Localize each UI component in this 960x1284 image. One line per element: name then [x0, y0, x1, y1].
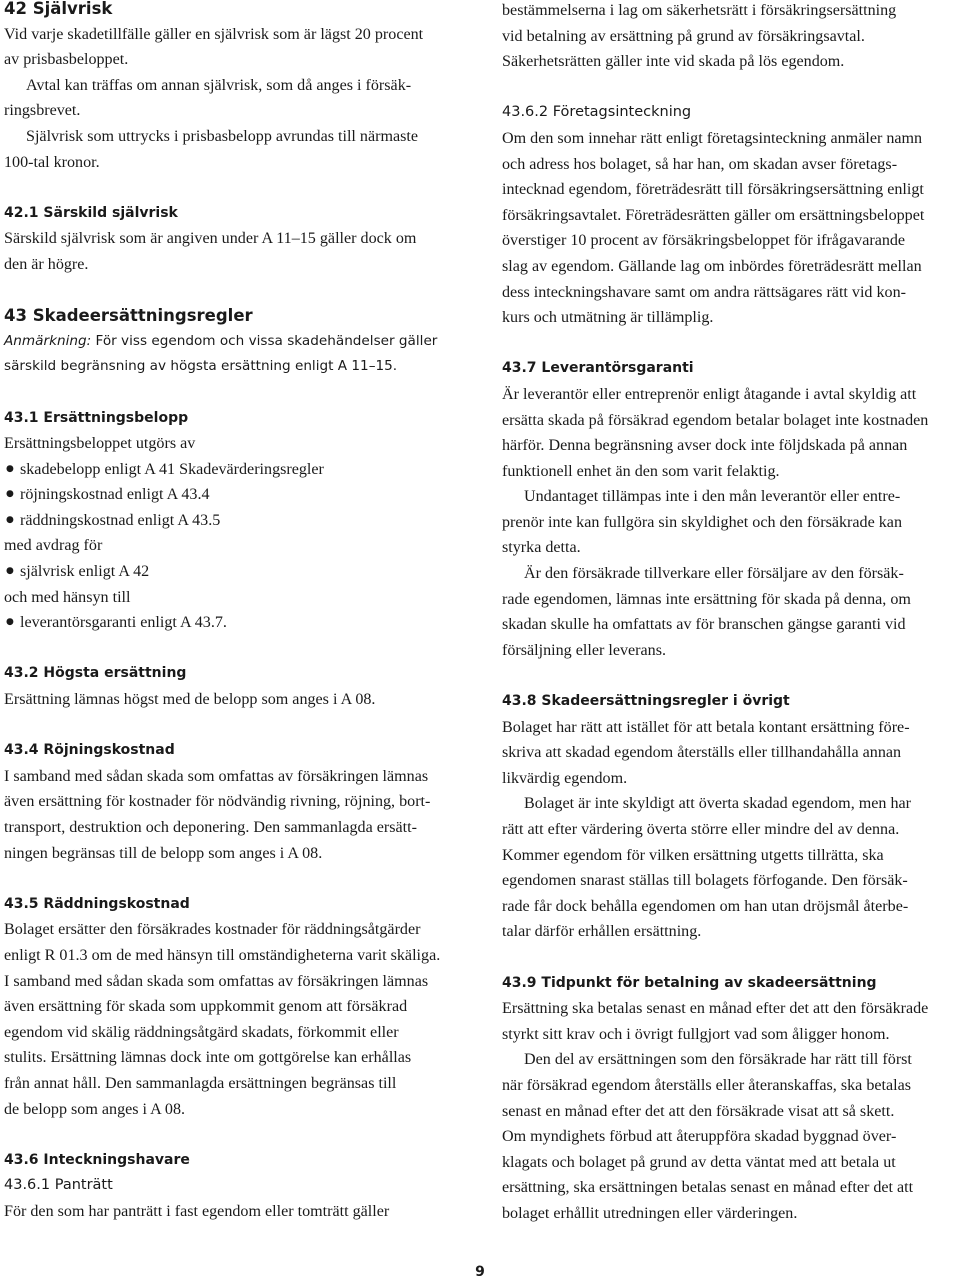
section-43-8 [502, 689, 958, 945]
text-line: Bolaget ersätter den försäkrades kostnader för räddningsåtgärder [4, 921, 421, 939]
text-line: prenör inte kan fullgöra sin skyldighet och den försäkrade kan [502, 513, 902, 531]
bullet-icon: ● [6, 489, 14, 500]
section-42-1 [4, 201, 466, 278]
text-line: även ersättning för kostnader för nödvändig rivning, röjning, bort- [4, 793, 431, 811]
text-line: skriva att skadad egendom återställs eller tillhandahålla annan [502, 744, 902, 762]
list-item: ● röjningskostnad enligt A 43.4 [4, 482, 466, 508]
section-heading: 43.2 Högsta ersättning [4, 665, 187, 682]
left-column [4, 0, 466, 1225]
text-line: överstiger 10 procent av försäkringsbeloppet för ifrågavarande [502, 232, 906, 250]
list-item: ● leverantörsgaranti enligt A 43.7. [4, 610, 466, 636]
text-line: egendom vid skälig räddningsåtgärd skadats, förkommit eller [4, 1023, 399, 1041]
text-line: enligt R 01.3 om de med hänsyn till omständigheterna varit skäliga. [4, 946, 441, 964]
text-line: Den del av ersättningen som den försäkrade har rätt till först [524, 1051, 912, 1069]
right-column [502, 0, 958, 1227]
list-item: ● räddningskostnad enligt A 43.5 [4, 508, 466, 534]
text-line: ringsbrevet. [4, 102, 81, 120]
section-43-2 [4, 661, 466, 712]
text-line: I samband med sådan skada som omfattas av försäkringen lämnas [4, 972, 429, 990]
text-line: vid betalning av ersättning på grund av försäkringsavtal. [502, 27, 865, 45]
text-line: de belopp som anges i A 08. [4, 1100, 186, 1118]
text-line: klagats och bolaget på grund av detta väntat med att betala ut [502, 1153, 896, 1171]
note-label: Anmärkning: [4, 332, 92, 349]
text-line: härför. Denna begränsning avser dock inte följdskada på annan [502, 437, 908, 455]
text-line: styrkt sitt krav och i övrigt fullgjort vad som åligger honom. [502, 1025, 890, 1043]
section-43-6 [4, 1148, 466, 1225]
text-line: slag av egendom. Gällande lag om inbördes företrädesrätt mellan [502, 257, 922, 275]
text-line: ersätta skada på försäkrad egendom betalar bolaget inte kostnaden [502, 411, 929, 429]
text-line: Kommer egendom för vilken ersättning utgetts tillrätta, ska [502, 846, 884, 864]
section-43-5 [4, 892, 466, 1122]
section-heading: 43.1 Ersättningsbelopp [4, 409, 189, 426]
text-line: med avdrag för [4, 537, 103, 555]
text-line: Är leverantör eller entreprenör enligt åtagande i avtal skyldig att [502, 385, 917, 403]
page-number: 9 [475, 1264, 485, 1280]
note-text: För viss egendom och vissa skadehändelser gäller [91, 332, 438, 349]
text-line: Undantaget tillämpas inte i den mån leverantör eller entre- [524, 488, 901, 506]
text-line: ersättning, ska ersättningen betalas senast en månad efter det att [502, 1179, 914, 1197]
section-43-1 [4, 406, 466, 636]
text-line: Särskild självrisk som är angiven under A 11–15 gäller dock om [4, 230, 417, 248]
text-line: Säkerhetsrätten gäller inte vid skada på lös egendom. [502, 53, 845, 71]
section-42 [4, 0, 466, 175]
list-item: ● skadebelopp enligt A 41 Skadevärderingsregler [4, 457, 466, 483]
text-line: försäljning eller leverans. [502, 641, 667, 659]
text-line: från annat håll. Den sammanlagda ersättningen begränsas till [4, 1074, 397, 1092]
text-line: bolaget erhållit utredningen eller värderingen. [502, 1204, 798, 1222]
section-43-7 [502, 356, 958, 663]
text-line: stulits. Ersättning lämnas dock inte om gottgörelse kan erhållas [4, 1049, 412, 1067]
section-heading: 43.4 Röjningskostnad [4, 742, 175, 759]
text-line: Självrisk som uttrycks i prisbasbelopp avrundas till närmaste [26, 127, 419, 145]
text-line: funktionell enhet än den som varit felaktig. [502, 462, 780, 480]
text-line: även ersättning för skada som uppkommit genom att försäkrad [4, 998, 408, 1016]
text-line: när försäkrad egendom återställs eller återanskaffas, ska betalas [502, 1076, 912, 1094]
text-line: och med hänsyn till [4, 588, 131, 606]
text-line: försäkringsavtalet. Företrädesrätten gäller om ersättningsbeloppet [502, 206, 925, 224]
text-line: av prisbasbeloppet. [4, 51, 129, 69]
text-line: Om den som innehar rätt enligt företagsinteckning anmäler namn [502, 129, 923, 147]
text-line: intecknad egendom, företrädesrätt till försäkringsersättning enligt [502, 181, 924, 199]
text-line: rätt att efter värdering överta större eller mindre del av denna. [502, 821, 900, 838]
bullet-icon: ● [6, 463, 14, 474]
text-line: dess inteckningshavare samt om andra rättsägares rätt vid kon- [502, 283, 907, 301]
text-line: bestämmelserna i lag om säkerhetsrätt i försäkringsersättning [502, 2, 897, 19]
text-line: kurs och utmätning är tillämplig. [502, 309, 714, 327]
list-item: ● självrisk enligt A 42 [4, 559, 466, 585]
text-line: 100-tal kronor. [4, 153, 100, 171]
section-heading: 43.8 Skadeersättningsregler i övrigt [502, 693, 790, 710]
text-line: Ersättning ska betalas senast en månad efter det att den försäkrade [502, 1000, 929, 1018]
text-line: transport, destruktion och deponering. Den sammanlagda ersätt- [4, 819, 417, 836]
text-line: Är den försäkrade tillverkare eller försäljare av den försäk- [524, 565, 904, 583]
text-line: egendomen snarast ställas till bolagets förfogande. Den försäk- [502, 872, 908, 890]
section-heading: 43.9 Tidpunkt för betalning av skadeersättning [502, 974, 877, 991]
text-line: Vid varje skadetillfälle gäller en självrisk som är lägst 20 procent [4, 25, 424, 43]
section-heading: 42.1 Särskild självrisk [4, 204, 178, 221]
text-line: För den som har panträtt i fast egendom eller tomträtt gäller [4, 1202, 390, 1220]
section-heading: 43.6 Inteckningshavare [4, 1151, 190, 1168]
text-line: Bolaget är inte skyldigt att överta skadad egendom, men har [524, 795, 912, 813]
text-line: likvärdig egendom. [502, 769, 628, 787]
subsection-heading: 43.6.2 Företagsinteckning [502, 104, 692, 121]
bullet-icon: ● [6, 617, 14, 628]
section-43-4 [4, 738, 466, 866]
text-line: rade egendomen, lämnas inte ersättning för skada på denna, om [502, 590, 911, 608]
text-line: styrka detta. [502, 539, 581, 557]
text-line: den är högre. [4, 255, 89, 273]
text-line: Bolaget har rätt att istället för att betala kontant ersättning före- [502, 718, 910, 736]
text-line: rade får dock behålla egendomen om han utan dröjsmål återbe- [502, 897, 909, 915]
section-heading: 43 Skadeersättningsregler [4, 306, 253, 326]
bullet-icon: ● [6, 514, 14, 525]
bullet-icon: ● [6, 566, 14, 577]
section-heading: 43.7 Leverantörsgaranti [502, 360, 694, 377]
note-line: särskild begränsning av högsta ersättning enligt A 11–15. [4, 358, 398, 375]
text-line: skadan skulle ha omfattats av för branschen gängse garanti vid [502, 616, 906, 634]
text-line: Avtal kan träffas om annan självrisk, som då anges i försäk- [26, 76, 412, 94]
section-43 [4, 303, 466, 380]
section-43-9 [502, 971, 958, 1227]
text-line: Om myndighets förbud att återuppföra skadad byggnad över- [502, 1128, 897, 1146]
subsection-heading: 43.6.1 Panträtt [4, 1177, 113, 1194]
text-line: ningen begränsas till de belopp som anges i A 08. [4, 844, 323, 862]
note-line [4, 329, 466, 355]
text-line: senast en månad efter det att den försäkrade visat att så skett. [502, 1102, 895, 1120]
text-line: Ersättning lämnas högst med de belopp som anges i A 08. [4, 691, 376, 709]
section-heading: 43.5 Räddningskostnad [4, 895, 190, 912]
section-43-6-2 [502, 100, 958, 330]
text-line: I samband med sådan skada som omfattas av försäkringen lämnas [4, 767, 429, 785]
text-line: Ersättningsbeloppet utgörs av [4, 435, 196, 453]
continued-text [502, 0, 958, 75]
text-line: talar därför erhållen ersättning. [502, 923, 702, 941]
section-heading: 42 Självrisk [4, 0, 113, 18]
text-line: och adress hos bolaget, så har han, om skadan avser företags- [502, 155, 898, 173]
